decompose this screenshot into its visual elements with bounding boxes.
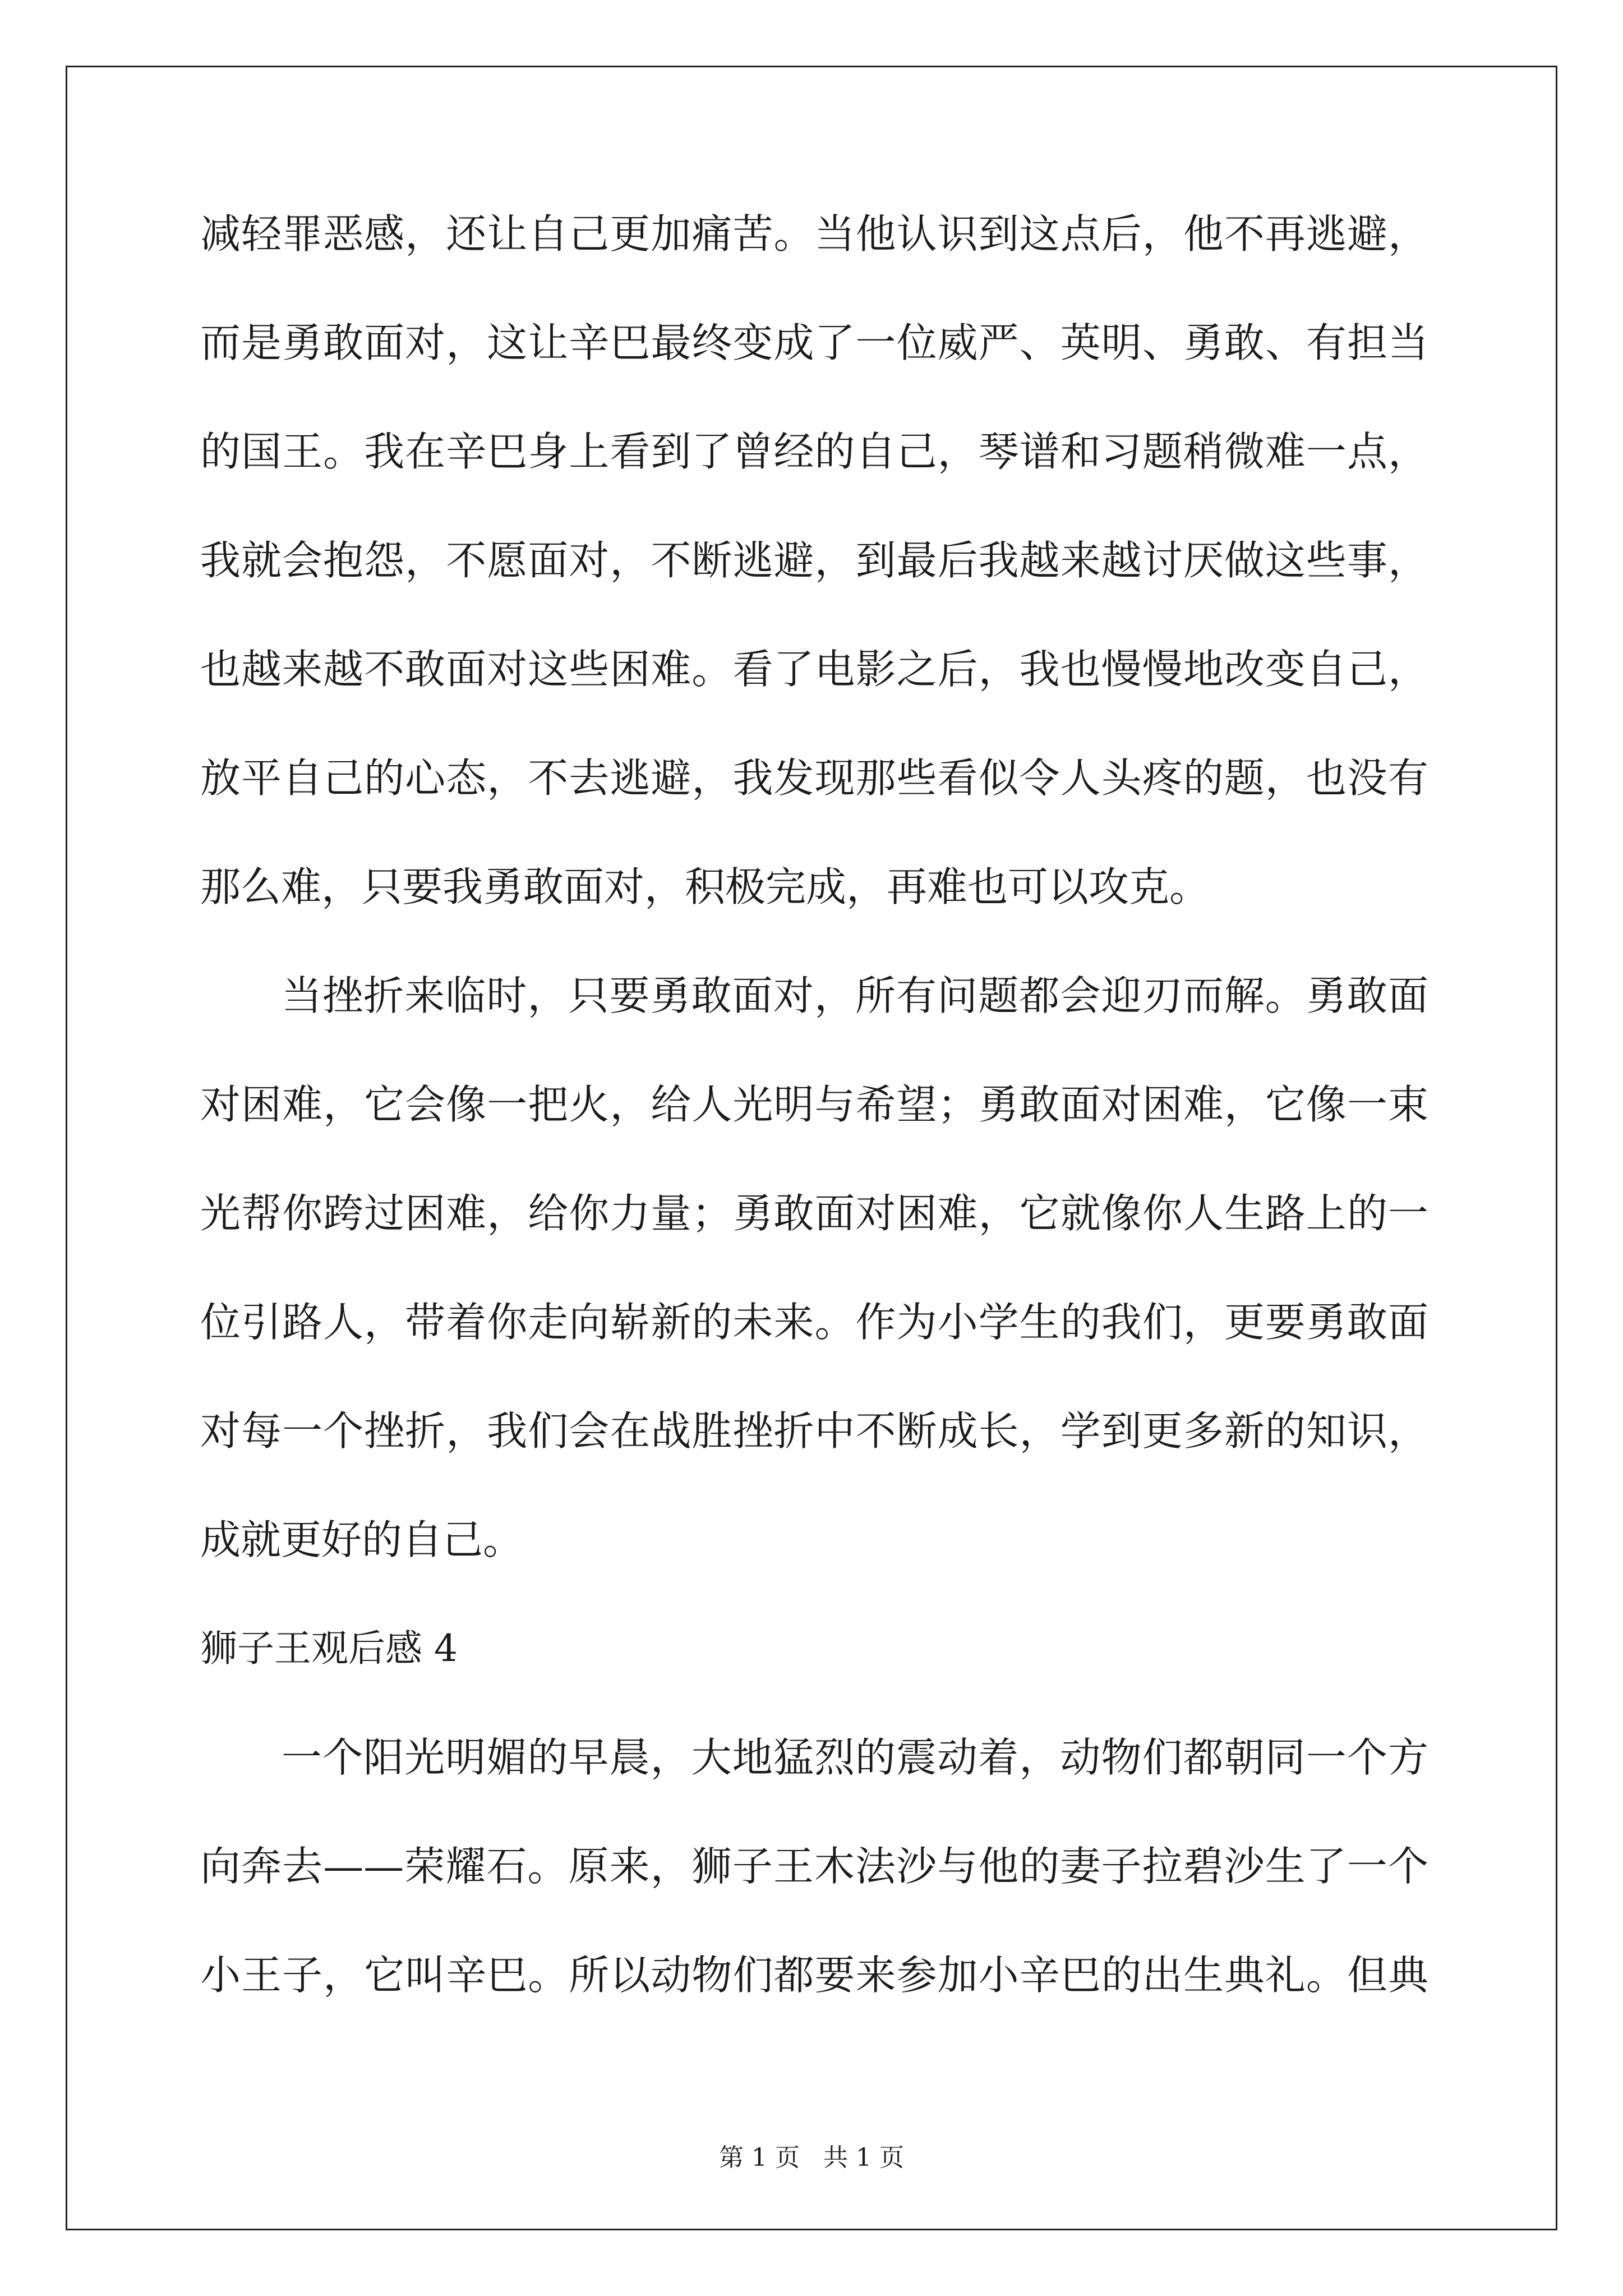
- text-line: 也越来越不敢面对这些困难。看了电影之后，我也慢慢地改变自己，: [200, 646, 1428, 693]
- text-line: 向奔去——荣耀石。原来，狮子王木法沙与他的妻子拉碧沙生了一个: [200, 1843, 1428, 1890]
- document-body: [200, 206, 1428, 2056]
- text-line: 成就更好的自己。: [200, 1516, 524, 1563]
- paragraph: [200, 968, 1428, 1621]
- text-line: 对困难，它会像一把火，给人光明与希望；勇敢面对困难，它像一束: [200, 1081, 1428, 1128]
- paragraph: [200, 206, 1428, 968]
- text-line: 放平自己的心态，不去逃避，我发现那些看似令人头疼的题，也没有: [200, 754, 1428, 802]
- text-line: 光帮你跨过困难，给你力量；勇敢面对困难，它就像你人生路上的一: [200, 1190, 1428, 1237]
- paragraph: [200, 1729, 1428, 2056]
- text-line: 我就会抱怨，不愿面对，不断逃避，到最后我越来越讨厌做这些事，: [200, 537, 1428, 584]
- page-footer: 第 1 页 共 1 页: [719, 2143, 904, 2172]
- text-line: 对每一个挫折，我们会在战胜挫折中不断成长，学到更多新的知识，: [200, 1407, 1428, 1455]
- text-line: 而是勇敢面对，这让辛巴最终变成了一位威严、英明、勇敢、有担当: [200, 319, 1428, 366]
- text-line: 减轻罪恶感，还让自己更加痛苦。当他认识到这点后，他不再逃避，: [200, 210, 1428, 257]
- text-line: 当挫折来临时，只要勇敢面对，所有问题都会迎刃而解。勇敢面: [282, 972, 1428, 1019]
- section-heading: 狮子王观后感 4: [200, 1627, 458, 1670]
- text-line: 一个阳光明媚的早晨，大地猛烈的震动着，动物们都朝同一个方: [282, 1734, 1428, 1781]
- text-line: 位引路人，带着你走向崭新的未来。作为小学生的我们，更要勇敢面: [200, 1299, 1428, 1346]
- text-line: 小王子，它叫辛巴。所以动物们都要来参加小辛巴的出生典礼。但典: [200, 1952, 1428, 1999]
- text-line: 那么难，只要我勇敢面对，积极完成，再难也可以攻克。: [200, 863, 1210, 910]
- text-line: 的国王。我在辛巴身上看到了曾经的自己，琴谱和习题稍微难一点，: [200, 428, 1428, 475]
